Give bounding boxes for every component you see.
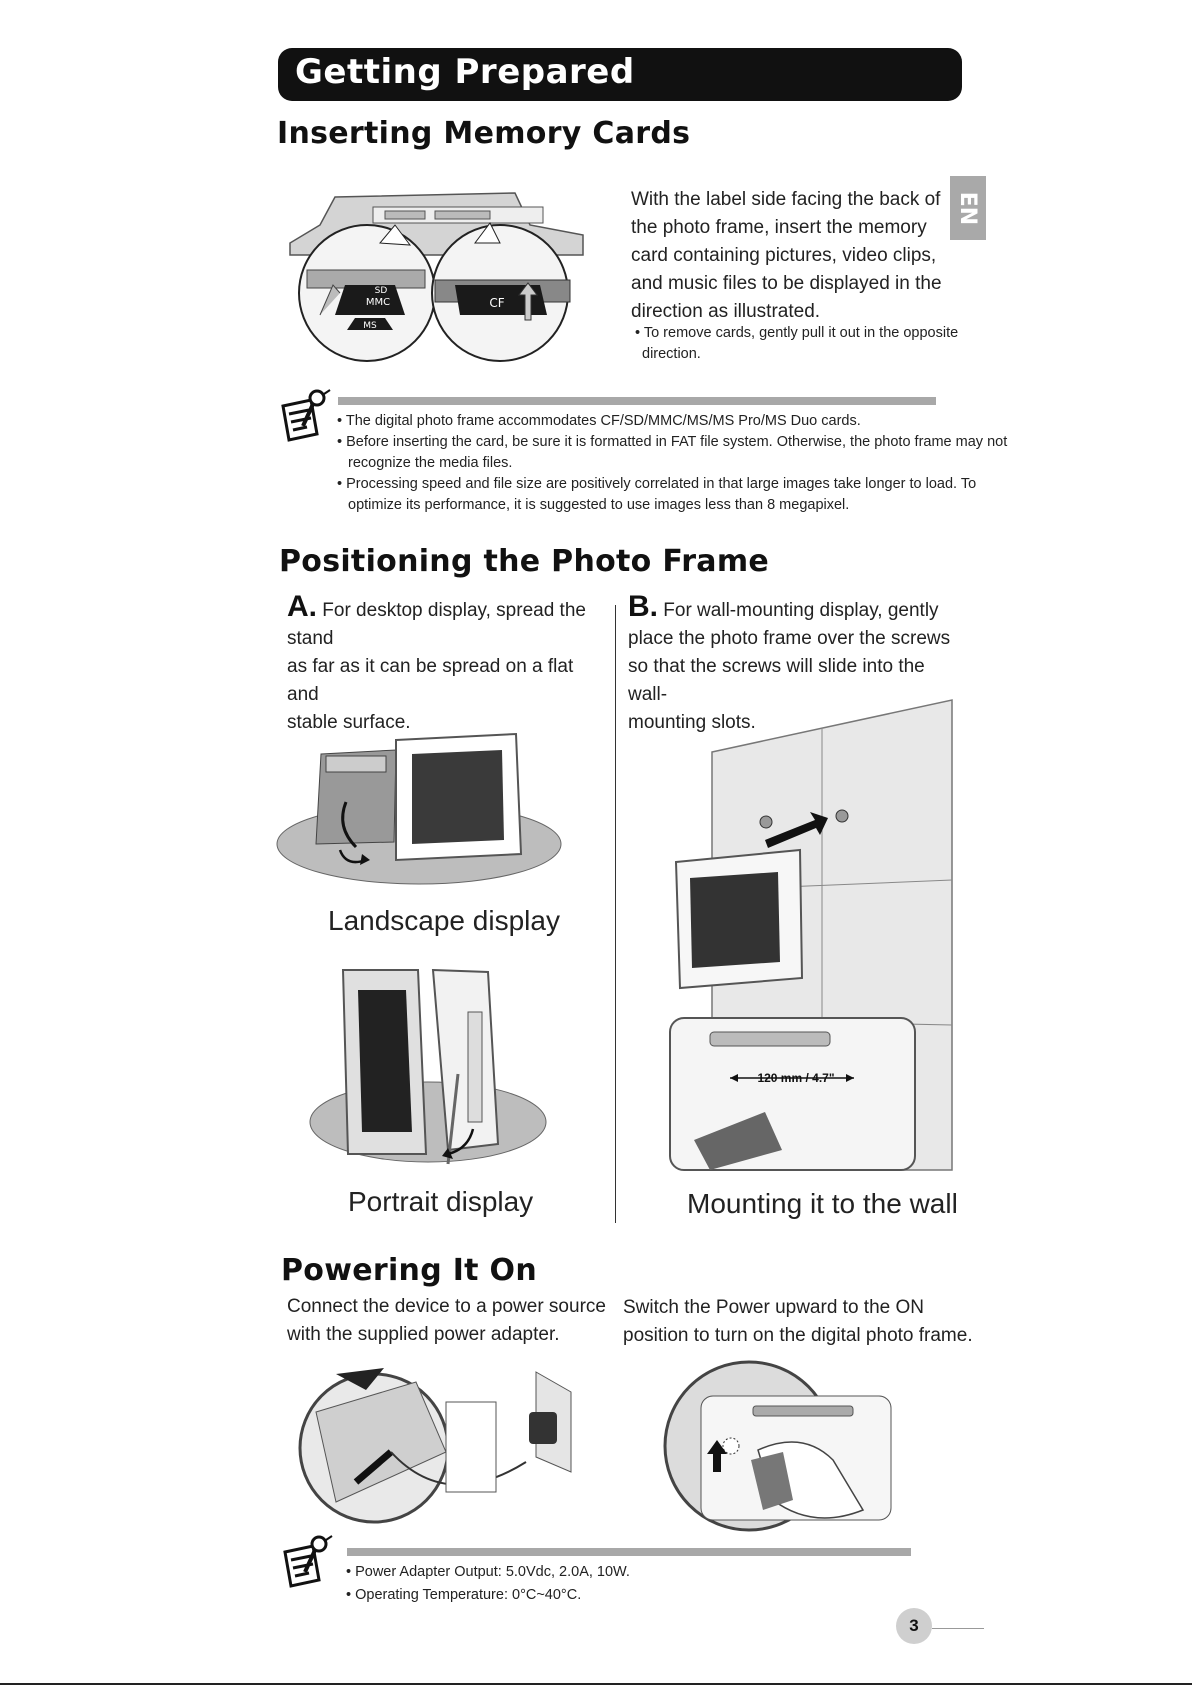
step-a-line-2: as far as it can be spread on a flat and	[287, 656, 574, 705]
language-tab	[950, 176, 986, 240]
power-note-2: • Operating Temperature: 0°C~40°C.	[346, 1587, 582, 1603]
power-right-line-2: position to turn on the digital photo frame.	[623, 1325, 973, 1346]
step-a-line-3: stable surface.	[287, 712, 411, 733]
note-bar	[338, 397, 936, 405]
step-b-line-3: so that the screws will slide into the wall-	[628, 656, 925, 705]
portrait-frame-illustration	[308, 964, 548, 1169]
page-number: 3	[896, 1608, 932, 1644]
inserting-line-2: the photo frame, insert the memory	[631, 217, 927, 238]
step-b-letter: B.	[628, 590, 658, 623]
page-number-rule	[932, 1628, 984, 1629]
card-notes	[337, 411, 1007, 516]
card-note-2b: recognize the media files.	[348, 455, 513, 471]
power-right-line-1: Switch the Power upward to the ON	[623, 1297, 924, 1318]
banner-title: Getting Prepared	[295, 52, 635, 92]
note-icon-power	[279, 1534, 335, 1592]
step-b-line-4: mounting slots.	[628, 712, 756, 733]
card-note-2: • Before inserting the card, be sure it is formatted in FAT file system. Otherwise, the photo frame may not	[337, 434, 1008, 450]
wall-caption: Mounting it to the wall	[687, 1188, 958, 1219]
power-left-line-1: Connect the device to a power source	[287, 1296, 606, 1317]
desktop-instructions	[287, 590, 607, 737]
inserting-line-5: direction as illustrated.	[631, 301, 821, 322]
power-right-instructions	[623, 1294, 973, 1350]
power-left-line-2: with the supplied power adapter.	[287, 1324, 560, 1345]
power-adapter-illustration	[296, 1362, 572, 1532]
card-note-3: • Processing speed and file size are positively correlated in that large images take longer to load. To	[337, 476, 977, 492]
power-switch-illustration	[663, 1360, 895, 1532]
step-b-line-1: For wall-mounting display, gently	[658, 600, 939, 621]
mmc-card-label: MMC	[365, 297, 391, 308]
powering-title: Powering It On	[281, 1253, 538, 1288]
inserting-line-4: and music files to be displayed in the	[631, 273, 942, 294]
landscape-frame-illustration	[276, 732, 562, 892]
note-icon	[277, 388, 333, 446]
card-note-3b: optimize its performance, it is suggested to use images less than 8 megapixel.	[348, 497, 850, 513]
step-b-line-2: place the photo frame over the screws	[628, 628, 951, 649]
remove-card-note	[635, 323, 958, 365]
power-note-bar	[347, 1548, 911, 1556]
step-a-line-1: For desktop display, spread the stand	[287, 600, 586, 649]
column-divider	[615, 605, 616, 1223]
inserting-title: Inserting Memory Cards	[277, 116, 691, 151]
inserting-line-3: card containing pictures, video clips,	[631, 245, 937, 266]
positioning-title: Positioning the Photo Frame	[279, 544, 770, 579]
power-note-1: • Power Adapter Output: 5.0Vdc, 2.0A, 10W.	[346, 1564, 630, 1580]
wall-mount-illustration	[670, 700, 953, 1170]
power-left-instructions	[287, 1293, 606, 1349]
power-notes	[346, 1561, 630, 1607]
step-a-letter: A.	[287, 590, 317, 623]
portrait-caption: Portrait display	[348, 1186, 534, 1217]
wall-dimension-label: 120 mm / 4.7"	[757, 1071, 835, 1085]
cf-card-label: CF	[489, 296, 505, 310]
inserting-line-1: With the label side facing the back of	[631, 189, 941, 210]
ms-card-label: MS	[363, 321, 377, 331]
remove-line-2: direction.	[642, 346, 701, 362]
language-tab-label: EN	[955, 191, 981, 225]
remove-line-1: • To remove cards, gently pull it out in the opposite	[635, 325, 959, 341]
memory-card-illustration	[285, 185, 595, 365]
inserting-instructions	[631, 186, 942, 326]
landscape-caption: Landscape display	[328, 905, 560, 936]
card-note-1: • The digital photo frame accommodates CF/SD/MMC/MS/MS Pro/MS Duo cards.	[337, 413, 861, 429]
sd-card-label: SD	[374, 286, 388, 296]
